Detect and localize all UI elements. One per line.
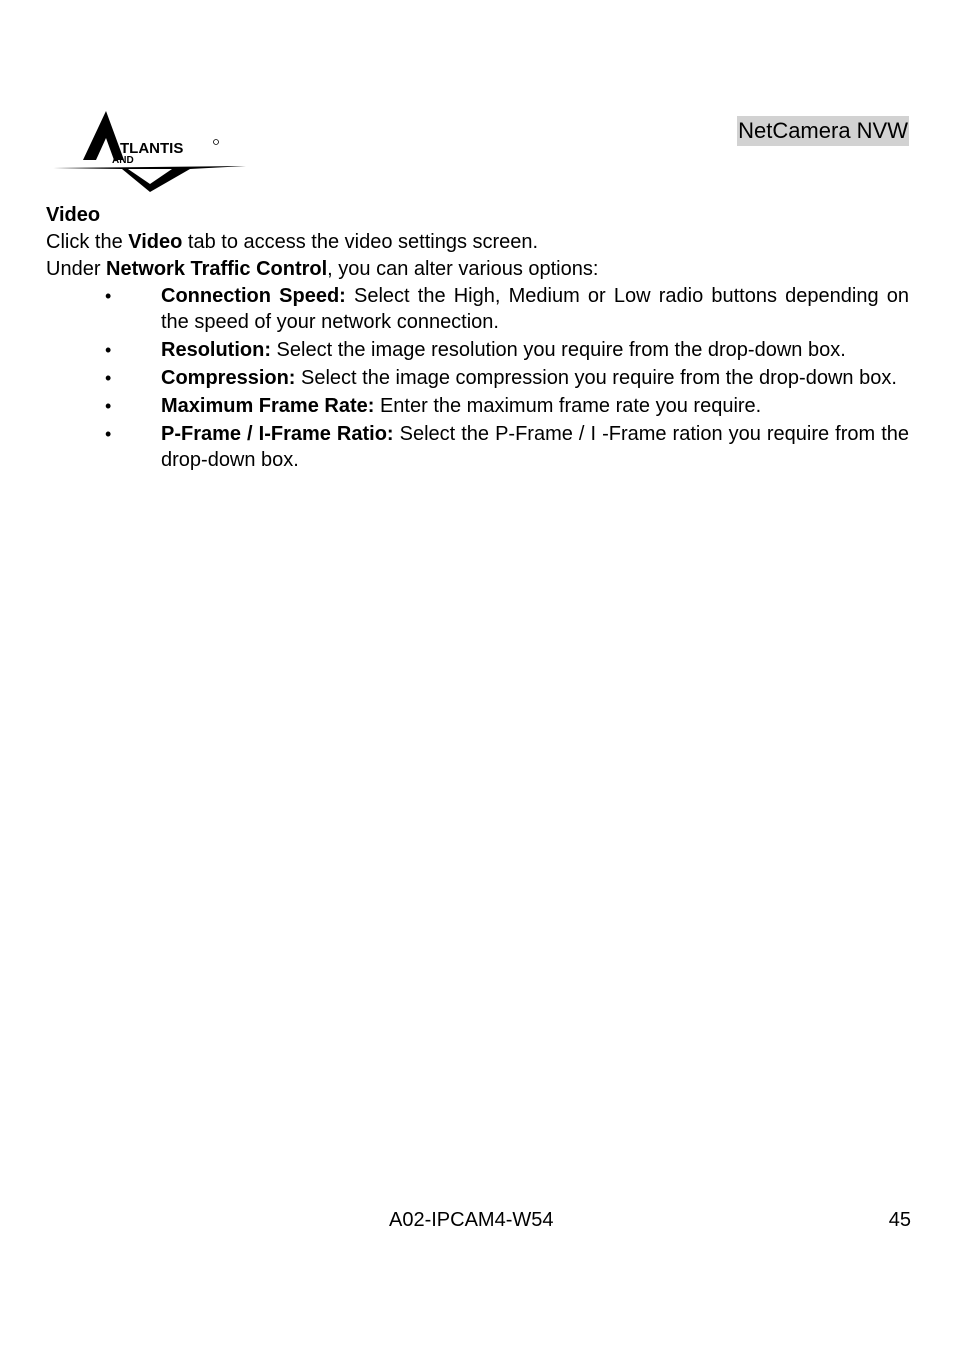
item-text: Select the P-Frame / I -Frame ration you require from the drop-down box. [161, 423, 909, 471]
list-item [46, 337, 909, 363]
subintro-suffix: , you can alter various options: [327, 258, 599, 280]
product-name: NetCamera NVW [737, 116, 909, 146]
footer-model: A02-IPCAM4-W54 [389, 1209, 554, 1231]
item-term: Maximum Frame Rate: [161, 395, 375, 417]
item-text: Enter the maximum frame rate you require. [374, 395, 762, 417]
item-term: Connection Speed: [161, 285, 346, 307]
subintro-prefix: Under [46, 258, 107, 280]
main-content [46, 202, 909, 475]
item-term: P-Frame / I-Frame Ratio: [161, 423, 394, 445]
page-number: 45 [888, 1209, 911, 1231]
item-text: Select the image resolution you require from the drop-down box. [271, 339, 846, 361]
bullet-icon: • [105, 286, 112, 306]
section-title: Video [46, 204, 101, 226]
intro-paragraph [46, 229, 909, 256]
item-term: Compression: [161, 367, 296, 389]
bullet-icon: • [105, 368, 112, 388]
atlantis-land-logo [50, 108, 250, 200]
subintro-bold: Network Traffic Control [106, 258, 328, 280]
list-item [46, 365, 909, 391]
list-item [46, 393, 909, 419]
subintro-paragraph [46, 256, 909, 283]
logo-text-sub: AND [112, 155, 134, 166]
bullet-icon: • [105, 396, 112, 416]
intro-bold: Video [128, 231, 183, 253]
bullet-icon: • [105, 424, 112, 444]
item-text: Select the High, Medium or Low radio buttons depending on the speed of your network connection. [161, 285, 909, 333]
list-item [46, 283, 909, 335]
bullet-icon: • [105, 340, 112, 360]
intro-prefix: Click the [46, 231, 129, 253]
logo-text-main: TLANTIS [120, 140, 184, 157]
item-term: Resolution: [161, 339, 271, 361]
list-item [46, 421, 909, 473]
registered-mark-icon [214, 140, 219, 145]
item-text: Select the image compression you require from the drop-down box. [295, 367, 897, 389]
options-list [46, 283, 909, 473]
intro-suffix: tab to access the video settings screen. [182, 231, 539, 253]
